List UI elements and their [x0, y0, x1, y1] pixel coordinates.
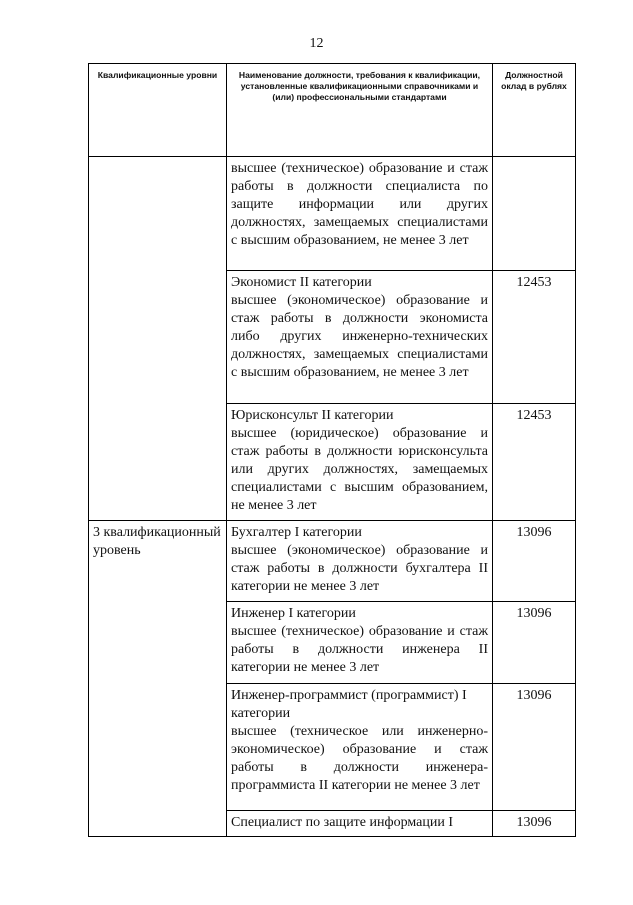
position-title: Экономист II категории — [231, 275, 372, 290]
position-title: Юрисконсульт II категории — [231, 408, 394, 423]
position-cell — [227, 271, 493, 404]
position-requirements: высшее (экономическое) образование и стаж работы в должности экономиста либо других инженерно-технических должностях, замещаемых специалистами с высшим образованием, не менее 3 лет — [231, 293, 488, 380]
qualification-salary-table — [88, 63, 576, 837]
table-row — [89, 157, 576, 271]
position-requirements: высшее (юридическое) образование и стаж работы в должности юрисконсульта или других должностях, замещаемых специалистами с высшим образованием, не менее 3 лет — [231, 426, 488, 513]
salary-cell: 13096 — [493, 684, 576, 811]
salary-cell: 13096 — [493, 602, 576, 684]
position-cell — [227, 157, 493, 271]
position-cell — [227, 521, 493, 602]
position-requirements: высшее (экономическое) образование и стаж работы в должности бухгалтера II категории не менее 3 лет — [231, 543, 488, 594]
position-requirements: высшее (техническое) образование и стаж работы в должности специалиста по защите информации или других должностях, замещаемых специалистами с высшим образованием, не менее 3 лет — [231, 161, 488, 248]
position-title: Специалист по защите информации I — [231, 815, 453, 830]
page-number: 12 — [309, 36, 324, 51]
position-cell — [227, 684, 493, 811]
position-cell — [227, 404, 493, 521]
position-cell — [227, 602, 493, 684]
position-cell — [227, 811, 493, 837]
table-header-row — [89, 64, 576, 157]
position-title: Инженер-программист (программист) I категории — [231, 688, 467, 721]
position-requirements: высшее (техническое) образование и стаж работы в должности инженера II категории не менее 3 лет — [231, 624, 488, 675]
salary-cell — [493, 157, 576, 271]
position-requirements: высшее (техническое или инженерно-экономическое) образование и стаж работы в должности инженера-программиста II категории не менее 3 лет — [231, 724, 488, 793]
salary-cell: 13096 — [493, 811, 576, 837]
table-row — [89, 521, 576, 602]
salary-cell: 12453 — [493, 404, 576, 521]
salary-cell: 13096 — [493, 521, 576, 602]
header-salary: Должностной оклад в рублях — [493, 64, 576, 157]
salary-cell: 12453 — [493, 271, 576, 404]
qualification-level-cell — [89, 157, 227, 521]
position-title: Бухгалтер I категории — [231, 525, 362, 540]
header-position: Наименование должности, требования к квалификации, установленные квалификационными справочниками и (или) профессиональными стандартами — [227, 64, 493, 157]
header-qualification-level: Квалификационные уровни — [89, 64, 227, 157]
qualification-level-cell: 3 квалификационный уровень — [89, 521, 227, 837]
position-title: Инженер I категории — [231, 606, 356, 621]
